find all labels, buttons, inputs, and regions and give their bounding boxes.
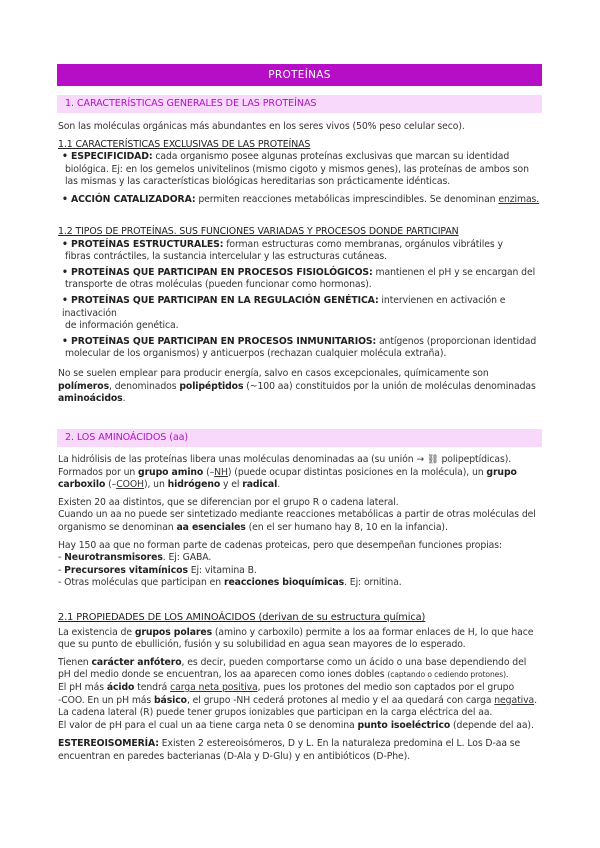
bullet-structural (58, 239, 544, 252)
term: Neurotransmisores (64, 552, 163, 564)
text: (en el ser humano hay 8, 10 en la infancia). (245, 521, 448, 533)
bullet-text: intervienen en activación e inactivación (62, 294, 506, 319)
text: Tienen (58, 656, 92, 668)
term: grupo (486, 466, 517, 478)
text: pH del medio donde se encuentran, los aa aparecen como iones dobles (58, 669, 388, 681)
term: reacciones bioquímicas (223, 577, 345, 589)
bullet-text: las mismas y las características biológicas hereditarias son prácticamente idénticas. (65, 176, 451, 188)
text: , el grupo -NH cederá protones al medio y el aa quedará con carga (186, 694, 495, 706)
paragraph (58, 657, 544, 670)
term-polypeptides: polipéptidos (179, 380, 244, 392)
text: . (277, 479, 281, 491)
text: ), un (143, 479, 168, 491)
bullet-specificity (58, 151, 544, 164)
formula: NH (214, 466, 228, 478)
paragraph (58, 695, 544, 708)
term: carboxilo (58, 479, 106, 491)
section-1-body (58, 121, 544, 207)
bullet-label: • PROTEÍNAS QUE PARTICIPAN EN PROCESOS INMUNITARIOS: (62, 335, 377, 347)
bullet-text: antígenos (proporcionan identidad (376, 335, 537, 347)
paragraph (58, 738, 544, 751)
bullet-genetic (58, 295, 544, 320)
term: Precursores vitamínicos (64, 564, 188, 576)
bullet-text: de información genética. (65, 320, 179, 332)
term-aminoacids: aminoácidos (58, 393, 123, 405)
paragraph: que su punto de ebullición, fusión y su solubilidad en agua sean mayores de lo esperado. (58, 639, 466, 651)
paragraph: encuentran en paredes bacterianas (D-Ala y D-Glu) y en antibióticos (D-Phe). (58, 750, 411, 762)
bullet-label: • PROTEÍNAS QUE PARTICIPAN EN LA REGULACIÓN GENÉTICA: (62, 294, 379, 306)
text: . Ej: ornitina. (344, 577, 402, 589)
enzimas-term: enzimas. (498, 193, 540, 205)
paragraph (58, 682, 544, 695)
bullet-immune (58, 336, 544, 349)
formula: COOH (116, 479, 144, 491)
bullet-text: biológica. Ej: en los gemelos univitelinos (mismo cigoto y mismos genes), las proteínas de ambos son (65, 163, 529, 175)
term: grupos polares (134, 626, 213, 638)
bullet-text: molecular de los organismos) y anticuerpos (rechazan cualquier molécula extraña). (65, 348, 447, 360)
list-item (58, 552, 544, 565)
text: . (122, 393, 126, 405)
closing-paragraph: No se suelen emplear para producir energía, salvo en casos excepcionales, químicamente son (58, 367, 489, 379)
term: grupo amino (138, 466, 204, 478)
bullet-text: transporte de otras moléculas (pueden funcionar como hormonas). (65, 279, 372, 291)
text: (amino y carboxilo) permite a los aa formar enlaces de H, lo que hace (212, 626, 534, 638)
subheading-1-2: 1.2 TIPOS DE PROTEÍNAS. SUS FUNCIONES VARIADAS Y PROCESOS DONDE PARTICIPAN (58, 226, 459, 237)
text: (– (105, 479, 117, 491)
text: - Otras moléculas que participan en (58, 577, 224, 589)
paragraph: Cuando un aa no puede ser sintetizado mediante reacciones metabólicas a partir de otras moléculas del (58, 509, 536, 521)
text: - (58, 564, 65, 576)
bullet-text: cada organismo posee algunas proteínas exclusivas que marcan su identidad (152, 151, 510, 163)
paragraph: La cadena lateral (R) puede tener grupos ionizables que participan en la carga eléctrica del aa. (58, 707, 493, 719)
list-item (58, 565, 544, 578)
bullet-label: • PROTEÍNAS QUE PARTICIPAN EN PROCESOS FISIOLÓGICOS: (62, 266, 373, 278)
section-2-body (58, 454, 544, 590)
bullet-physiological (58, 267, 544, 280)
bullet-text: mantienen el pH y se encargan del (372, 266, 536, 278)
paragraph (58, 720, 544, 733)
underlined-term: negativa (494, 694, 535, 706)
subheading-1-1: 1.1 CARACTERÍSTICAS EXCLUSIVAS DE LAS PROTEÍNAS (58, 138, 311, 150)
text: - (58, 552, 65, 564)
text: , es decir, pueden comportarse como un ácido o una base dependiendo del (181, 656, 527, 668)
text: Ej: vitamina B. (187, 564, 257, 576)
section-2-1 (58, 612, 544, 764)
text: -COO. En un pH más (58, 694, 154, 706)
paragraph: Existen 20 aa distintos, que se diferencian por el grupo R o cadena lateral. (58, 496, 399, 508)
paragraph: Hay 150 aa que no forman parte de cadenas proteicas, pero que desempeñan funciones propias: (58, 539, 503, 551)
text: . Ej: GABA. (162, 552, 212, 564)
text: Formados por un (58, 466, 139, 478)
term: hidrógeno (167, 479, 221, 491)
paragraph: La hidrólisis de las proteínas libera unas moléculas denominadas aa (su unión → ⛓ polipeptídicas). (58, 454, 512, 465)
term: aa esenciales (176, 521, 246, 533)
underlined-term: carga neta positiva (170, 681, 258, 693)
text: , pues los protones del medio son captados por el grupo (257, 681, 515, 693)
text: tendrá (134, 681, 171, 693)
bullet-text: fibras contráctiles, la sustancia intercelular y las estructuras cutáneas. (65, 251, 388, 263)
closing-paragraph (58, 381, 544, 394)
term: ácido (106, 681, 135, 693)
bullet-label: • ESPECIFICIDAD: (62, 151, 153, 163)
text: , denominados (109, 380, 180, 392)
paragraph (58, 479, 544, 492)
term-polymers: polímeros (58, 380, 110, 392)
text: La existencia de (58, 626, 135, 638)
text: ) (puede ocupar distintas posiciones en la molécula), un (227, 466, 487, 478)
paragraph (58, 627, 544, 640)
text-small: (captando o cediendo protones). (387, 670, 509, 680)
closing-paragraph (58, 393, 544, 406)
section-1-heading: 1. CARACTERÍSTICAS GENERALES DE LAS PROTEÍNAS (57, 95, 542, 113)
bullet-catalytic (58, 194, 544, 207)
term: básico (153, 694, 187, 706)
text: Existen 2 estereoisómeros, D y L. En la naturaleza predomina el L. Los D-aa se (158, 738, 521, 750)
text: (– (203, 466, 215, 478)
text: El pH más (58, 681, 107, 693)
text: (~100 aa) constituidos por la unión de moléculas denominadas (243, 380, 536, 392)
term: carácter anfótero (91, 656, 182, 668)
text: (depende del aa). (450, 719, 534, 731)
subheading-2-1: 2.1 PROPIEDADES DE LOS AMINOÁCIDOS (derivan de su estructura química) (58, 612, 426, 623)
intro-paragraph: Son las moléculas orgánicas más abundantes en los seres vivos (50% peso celular seco). (58, 121, 465, 132)
section-2-heading: 2. LOS AMINOÁCIDOS (aa) (57, 429, 542, 447)
bullet-text: permiten reacciones metabólicas imprescindibles. Se denominan (195, 193, 499, 205)
text: organismo se denominan (58, 521, 177, 533)
list-item (58, 577, 544, 590)
term: radical (242, 479, 278, 491)
section-1-2 (58, 226, 544, 406)
bullet-text: forman estructuras como membranas, orgánulos vibrátiles y (223, 238, 503, 250)
bullet-label: • PROTEÍNAS ESTRUCTURALES: (62, 238, 224, 250)
term: punto isoeléctrico (357, 719, 451, 731)
text: El valor de pH para el cual un aa tiene carga neta 0 se denomina (58, 719, 358, 731)
paragraph (58, 467, 544, 480)
text: . (534, 694, 537, 706)
paragraph (58, 669, 544, 682)
term: ESTEREOISOMERÍA: (58, 738, 159, 750)
page-title: PROTEÍNAS (57, 64, 542, 86)
paragraph (58, 522, 544, 535)
bullet-label: • ACCIÓN CATALIZADORA: (62, 193, 196, 205)
text: y el (220, 479, 243, 491)
